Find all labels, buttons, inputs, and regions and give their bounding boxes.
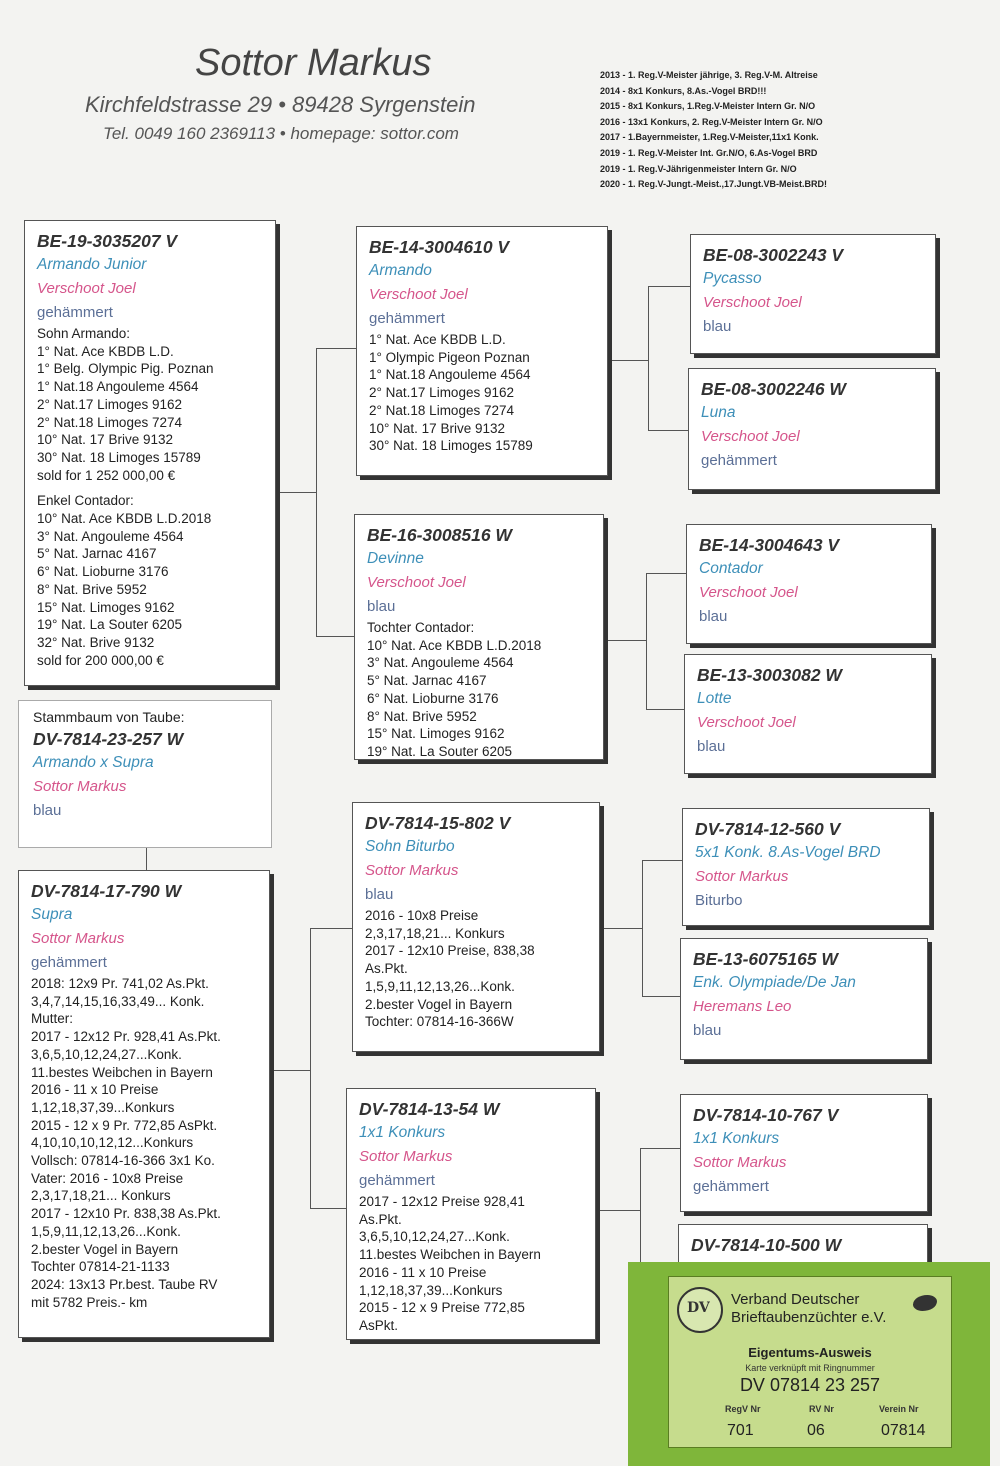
breeder: Verschoot Joel	[699, 584, 798, 601]
connector-line	[646, 573, 647, 709]
achievement: 2016 - 10x8 Preise	[365, 908, 479, 923]
connector-line	[640, 1148, 682, 1149]
pedigree-box-subject	[18, 700, 272, 848]
achievement: 2017 - 12x10 Preise, 838,38	[365, 943, 535, 959]
ring-number: BE-13-3003082 W	[697, 665, 842, 685]
result-line: 2016 - 13x1 Konkurs, 2. Reg.V-Meister Intern Gr. N/O	[600, 116, 823, 127]
pedigree-box-dam	[18, 870, 270, 1338]
connector-line	[310, 928, 356, 929]
pigeon-name: Sohn Biturbo	[365, 838, 455, 855]
ring-number: BE-14-3004643 V	[699, 535, 840, 555]
achievement: 2015 - 12 x 9 Pr. 772,85 AsPkt.	[31, 1117, 218, 1133]
achievement: Mutter:	[31, 1011, 74, 1027]
card-value-regv: 701	[727, 1422, 754, 1439]
card-title: Eigentums-Ausweis	[748, 1345, 872, 1360]
pigeon-icon	[913, 1295, 937, 1311]
card-label-regv: RegV Nr	[725, 1404, 761, 1414]
connector-line	[316, 636, 358, 637]
achievement: 30° Nat. 18 Limoges 15789	[37, 449, 201, 465]
pedigree-box-dam-dam	[346, 1088, 596, 1340]
ring-number: BE-08-3002243 V	[703, 245, 844, 265]
achievement: 2° Nat.17 Limoges 9162	[37, 396, 182, 412]
pedigree-box-sds	[686, 524, 932, 644]
achievement: 2° Nat.18 Limoges 7274	[37, 414, 182, 430]
achievement: 2017 - 12x12 Preise 928,41	[359, 1194, 525, 1209]
connector-line	[648, 430, 690, 431]
achievement: 3° Nat. Angouleme 4564	[367, 655, 514, 671]
achievement: 11.bestes Weibchen in Bayern	[31, 1064, 213, 1080]
achievement: 1,5,9,11,12,13,26...Konk.	[365, 978, 515, 994]
achievement: Tochter: 07814-16-366W	[365, 1014, 514, 1030]
breeder: Sottor Markus	[33, 778, 127, 795]
color: blau	[367, 598, 396, 615]
ring-number: DV-7814-12-560 V	[695, 819, 841, 839]
association-logo-icon	[677, 1287, 723, 1333]
color: blau	[365, 886, 394, 903]
breeder: Verschoot Joel	[703, 294, 802, 311]
achievement: 8° Nat. Brive 5952	[37, 581, 147, 597]
achievement: 1° Nat. Ace KBDB L.D.	[37, 343, 174, 359]
connector-line	[316, 348, 317, 636]
card-label-verein: Verein Nr	[879, 1404, 919, 1414]
achievement: 10° Nat. 17 Brive 9132	[37, 432, 173, 448]
note-label: Enkel Contador:	[37, 493, 134, 509]
color: gehämmert	[359, 1172, 435, 1189]
pigeon-name: Armando Junior	[37, 256, 147, 273]
sale-price: sold for 200 000,00 €	[37, 652, 164, 668]
breeder: Verschoot Joel	[697, 714, 796, 731]
achievement: 2017 - 12x10 Pr. 838,38 As.Pkt.	[31, 1206, 221, 1222]
sale-price: sold for 1 252 000,00 €	[37, 467, 176, 483]
result-line: 2019 - 1. Reg.V-Jährigenmeister Intern Gr. N/O	[600, 163, 797, 174]
breeder: Sottor Markus	[359, 1148, 453, 1165]
color: gehämmert	[31, 954, 107, 971]
color: Biturbo	[695, 892, 743, 909]
pedigree-box-dds	[680, 1094, 928, 1212]
achievement: AsPkt.	[359, 1317, 399, 1333]
breeder: Verschoot Joel	[701, 428, 800, 445]
color: blau	[697, 738, 726, 755]
ring-number: BE-13-6075165 W	[693, 949, 838, 969]
pigeon-name: Lotte	[697, 690, 732, 707]
breeder: Sottor Markus	[31, 930, 125, 947]
result-line: 2020 - 1. Reg.V-Jungt.-Meist.,17.Jungt.VB-Meist.BRD!	[600, 179, 828, 190]
pedigree-label: Stammbaum von Taube:	[33, 709, 185, 725]
pigeon-name: Armando x Supra	[33, 754, 154, 771]
achievement: 2016 - 11 x 10 Preise	[31, 1082, 159, 1098]
breeder: Verschoot Joel	[367, 574, 466, 591]
card-value-rv: 06	[807, 1422, 825, 1439]
achievement: 15° Nat. Limoges 9162	[37, 599, 175, 615]
ring-number: BE-16-3008516 W	[367, 525, 512, 545]
pigeon-name: Supra	[31, 906, 73, 923]
achievement: Tochter 07814-21-1133	[31, 1259, 170, 1275]
achievement: 2024: 13x13 Pr.best. Taube RV	[31, 1276, 218, 1292]
connector-line	[608, 360, 648, 361]
achievement: 30° Nat. 18 Limoges 15789	[369, 438, 533, 454]
card-subtitle: Karte verknüpft mit Ringnummer	[745, 1363, 875, 1373]
connector-line	[640, 1148, 641, 1276]
connector-line	[646, 709, 686, 710]
achievement: 5° Nat. Jarnac 4167	[37, 546, 157, 562]
pigeon-name: Contador	[699, 560, 763, 577]
color: blau	[693, 1022, 722, 1039]
achievement: Vollsch: 07814-16-366 3x1 Ko.	[31, 1153, 215, 1169]
achievement: 3,4,7,14,15,16,33,49... Konk.	[31, 993, 205, 1009]
ring-number: BE-08-3002246 W	[701, 379, 846, 399]
achievement: 3,6,5,10,12,24,27...Konk.	[31, 1046, 182, 1062]
color: gehämmert	[369, 310, 445, 327]
color: blau	[703, 318, 732, 335]
connector-line	[600, 928, 642, 929]
pedigree-box-sss	[690, 234, 936, 354]
ring-number: DV-7814-15-802 V	[365, 813, 511, 833]
results-list	[600, 68, 960, 193]
pigeon-name: Devinne	[367, 550, 424, 567]
achievement: 1,12,18,37,39...Konkurs	[31, 1099, 175, 1115]
connector-line	[596, 1210, 640, 1211]
pigeon-name: 5x1 Konk. 8.As-Vogel BRD	[695, 844, 881, 861]
achievement: As.Pkt.	[359, 1211, 402, 1227]
achievement: 6° Nat. Lioburne 3176	[37, 564, 169, 580]
result-line: 2019 - 1. Reg.V-Meister Int. Gr.N/O, 6.As-Vogel BRD	[600, 147, 818, 158]
connector-line	[642, 860, 684, 861]
achievement: 1° Nat. Ace KBDB L.D.	[369, 332, 506, 347]
achievement: 19° Nat. La Souter 6205	[37, 617, 182, 633]
connector-line	[604, 640, 646, 641]
pedigree-box-dam-sire	[352, 802, 600, 1052]
achievement: 2.bester Vogel in Bayern	[31, 1241, 179, 1257]
connector-line	[316, 348, 358, 349]
connector-line	[648, 286, 649, 430]
card-ring-number: DV 07814 23 257	[739, 1375, 881, 1395]
achievement: 3,6,5,10,12,24,27...Konk.	[359, 1229, 510, 1245]
achievement: Vater: 2016 - 10x8 Preise	[31, 1170, 184, 1186]
achievement: 5° Nat. Jarnac 4167	[367, 673, 487, 689]
breeder-name: Sottor Markus	[195, 42, 432, 84]
achievement: 10° Nat. Ace KBDB L.D.2018	[37, 511, 212, 527]
ring-number: DV-7814-17-790 W	[31, 881, 182, 901]
achievement: 19° Nat. La Souter 6205	[367, 743, 512, 759]
pigeon-name: Enk. Olympiade/De Jan	[693, 974, 856, 991]
achievement: 10° Nat. Ace KBDB L.D.2018	[367, 637, 542, 653]
color: gehämmert	[701, 452, 777, 469]
achievement: 2016 - 11 x 10 Preise	[359, 1264, 487, 1280]
association-name-line1: Verband Deutscher	[731, 1291, 860, 1308]
pedigree-box-sdd	[684, 654, 932, 774]
achievement: 2° Nat.17 Limoges 9162	[369, 385, 514, 401]
achievement: 4,10,10,10,12,12...Konkurs	[31, 1135, 194, 1151]
pigeon-name: Armando	[369, 262, 432, 279]
breeder: Verschoot Joel	[369, 286, 468, 303]
ring-number: BE-14-3004610 V	[369, 237, 510, 257]
result-line: 2015 - 8x1 Konkurs, 1.Reg.V-Meister Intern Gr. N/O	[600, 101, 816, 112]
note-label: Sohn Armando:	[37, 326, 131, 341]
achievement: 2° Nat.18 Limoges 7274	[369, 402, 514, 418]
pigeon-name: Luna	[701, 404, 736, 421]
pigeon-name: 1x1 Konkurs	[693, 1130, 780, 1147]
color: gehämmert	[693, 1178, 769, 1195]
ring-number: BE-19-3035207 V	[37, 231, 178, 251]
breeder: Verschoot Joel	[37, 280, 136, 297]
card-label-rv: RV Nr	[809, 1404, 834, 1414]
achievement: 2,3,17,18,21... Konkurs	[365, 925, 505, 941]
ring-number: DV-7814-23-257 W	[33, 729, 184, 749]
achievement: 2.bester Vogel in Bayern	[365, 996, 513, 1012]
connector-line	[146, 848, 147, 870]
ring-number: DV-7814-10-500 W	[691, 1235, 842, 1255]
achievement: 1,12,18,37,39...Konkurs	[359, 1282, 503, 1298]
result-line: 2014 - 8x1 Konkurs, 8.As.-Vogel BRD!!!	[600, 85, 767, 96]
breeder: Sottor Markus	[365, 862, 459, 879]
achievement: mit 5782 Preis.- km	[31, 1294, 148, 1310]
achievement: 2015 - 12 x 9 Preise 772,85	[359, 1300, 525, 1316]
achievement: 1° Olympic Pigeon Poznan	[369, 349, 530, 365]
achievement: 1° Nat.18 Angouleme 4564	[369, 367, 531, 383]
achievement: 2018: 12x9 Pr. 741,02 As.Pkt.	[31, 976, 209, 991]
breeder: Heremans Leo	[693, 998, 792, 1015]
connector-line	[648, 286, 690, 287]
connector-line	[276, 492, 316, 493]
pigeon-name: 1x1 Konkurs	[359, 1124, 446, 1141]
pedigree-box-sire-sire	[356, 226, 608, 476]
result-line: 2013 - 1. Reg.V-Meister jährige, 3. Reg.V-M. Altreise	[600, 70, 818, 80]
achievement: 3° Nat. Angouleme 4564	[37, 528, 184, 544]
ring-number: DV-7814-10-767 V	[693, 1105, 839, 1125]
achievement: 8° Nat. Brive 5952	[367, 708, 477, 724]
connector-line	[642, 996, 682, 997]
ownership-card	[628, 1262, 990, 1466]
achievement: As.Pkt.	[365, 961, 408, 977]
pedigree-box-sire-dam	[354, 514, 604, 760]
pedigree-box-dss	[682, 808, 930, 926]
color: blau	[699, 608, 728, 625]
achievement: 32° Nat. Brive 9132	[37, 634, 155, 650]
connector-line	[642, 860, 643, 996]
breeder: Sottor Markus	[693, 1154, 787, 1171]
pedigree-box-ssd	[688, 368, 936, 490]
achievement: 15° Nat. Limoges 9162	[367, 726, 505, 742]
pedigree-box-sire	[24, 220, 276, 686]
achievement: 6° Nat. Lioburne 3176	[367, 690, 499, 706]
color: gehämmert	[37, 304, 113, 321]
achievement: 1° Belg. Olympic Pig. Poznan	[37, 361, 214, 377]
ring-number: DV-7814-13-54 W	[359, 1099, 500, 1119]
pedigree-box-dsd	[680, 938, 928, 1060]
achievement: 2,3,17,18,21... Konkurs	[31, 1188, 171, 1204]
achievement: 1° Nat.18 Angouleme 4564	[37, 379, 199, 395]
breeder: Sottor Markus	[695, 868, 789, 885]
connector-line	[310, 928, 311, 1208]
achievement: 11.bestes Weibchen in Bayern	[359, 1247, 541, 1263]
achievement: 2017 - 12x12 Pr. 928,41 As.Pkt.	[31, 1029, 221, 1045]
pigeon-name: Pycasso	[703, 270, 762, 287]
connector-line	[270, 1070, 310, 1071]
card-value-verein: 07814	[881, 1422, 926, 1439]
result-line: 2017 - 1.Bayernmeister, 1.Reg.V-Meister,11x1 Konk.	[600, 132, 819, 143]
ownership-card-inner	[668, 1276, 952, 1448]
association-name-line2: Brieftaubenzüchter e.V.	[731, 1309, 887, 1326]
color: blau	[33, 802, 62, 819]
achievement: 1,5,9,11,12,13,26...Konk.	[31, 1223, 181, 1239]
connector-line	[646, 573, 686, 574]
logo-text: DV	[687, 1300, 710, 1316]
breeder-address: Kirchfeldstrasse 29 • 89428 Syrgenstein	[85, 92, 476, 117]
note-label: Tochter Contador:	[367, 620, 475, 635]
achievement: 10° Nat. 17 Brive 9132	[369, 420, 505, 436]
breeder-contact: Tel. 0049 160 2369113 • homepage: sottor.com	[103, 124, 459, 143]
